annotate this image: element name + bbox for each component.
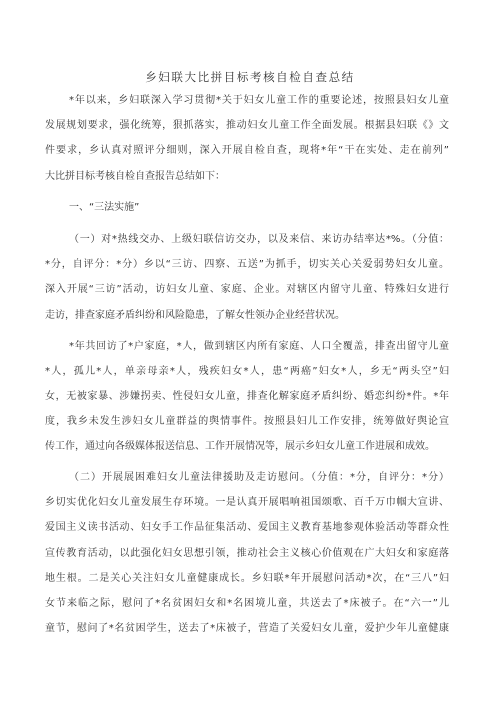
text-line: 童节，慰问了*名贫困学生，送去了*床被子，营造了关爱妇女儿童，爱护少年儿童健康: [45, 623, 449, 634]
text-line: 件要求，乡认真对照评分细则，深入开展自检自查，现将*年“干在实处、走在前列”: [45, 145, 449, 156]
text-line: *年以来，乡妇联深入学习贯彻*关于妇女儿童工作的重要论述，按照县妇女儿童: [69, 95, 449, 106]
document-title: 乡妇联大比拼目标考核自检自查总结: [145, 70, 355, 84]
text-line: 大比拼目标考核自检自查报告总结如下：: [45, 171, 225, 182]
text-line: 传工作，通过向各级媒体报送信息、工作开展情况等，展示乡妇女儿童工作进展和成效。: [45, 441, 435, 452]
text-line: 女，无被家暴、涉嫌拐卖、性侵妇女儿童，排查化解家庭矛盾纠纷、婚恋纠纷*件。*年: [45, 391, 449, 402]
section-heading: 一、“三法实施”: [69, 202, 140, 213]
text-line: 走访，排查家庭矛盾纠纷和风险隐患，了解女性领办企业经营状况。: [45, 310, 345, 321]
text-line: 宣传教育活动，以此强化妇女思想引领，推动社会主义核心价值观在广大妇女和家庭落: [45, 548, 449, 559]
text-line: 爱国主义读书活动、妇女手工作品征集活动、爱国主义教育基地参观体验活动等群众性: [45, 522, 449, 533]
text-line: 乡切实优化妇女儿童发展生存环境。一是认真开展唱响祖国颂歌、百千万巾帼大宣讲、: [45, 497, 449, 508]
text-line: 度，我乡未发生涉妇女儿童群益的舆情事件。按照县妇儿工作安排，统筹做好舆论宣: [45, 416, 449, 427]
text-line: 深入开展“三访”活动，访妇女儿童、家庭、企业。对辖区内留守儿童、特殊妇女进行: [45, 284, 449, 295]
text-line: *人，孤儿*人，单亲母亲*人，残疾妇女*人，患“两癌”妇女*人，乡无“两头空”妇: [45, 366, 449, 377]
text-line: （二）开展展困难妇女儿童法律援助及走访慰问。（分值：*分，自评分：*分）: [69, 472, 449, 483]
text-line: 女节来临之际，慰问了*名贫困妇女和*名困境儿童，共送去了*床被子。在“六一”儿: [45, 598, 449, 609]
text-line: （一）对*热线交办、上级妇联信访交办，以及来信、来访办结率达*%。（分值：: [69, 234, 449, 245]
text-line: *年共回访了*户家庭，*人，做到辖区内所有家庭、人口全覆盖，排查出留守儿童: [69, 341, 449, 352]
text-line: 发展规划要求，强化统筹，狠抓落实，推动妇女儿童工作全面发展。根据县妇联《》文: [45, 120, 449, 131]
text-line: *分，自评分：*分）乡以“三访、四察、五送”为抓手，切实关心关爱弱势妇女儿童。: [45, 259, 449, 270]
text-line: 地生根。二是关心关注妇女儿童健康成长。乡妇联*年开展慰问活动*次，在“三八”妇: [45, 573, 449, 584]
